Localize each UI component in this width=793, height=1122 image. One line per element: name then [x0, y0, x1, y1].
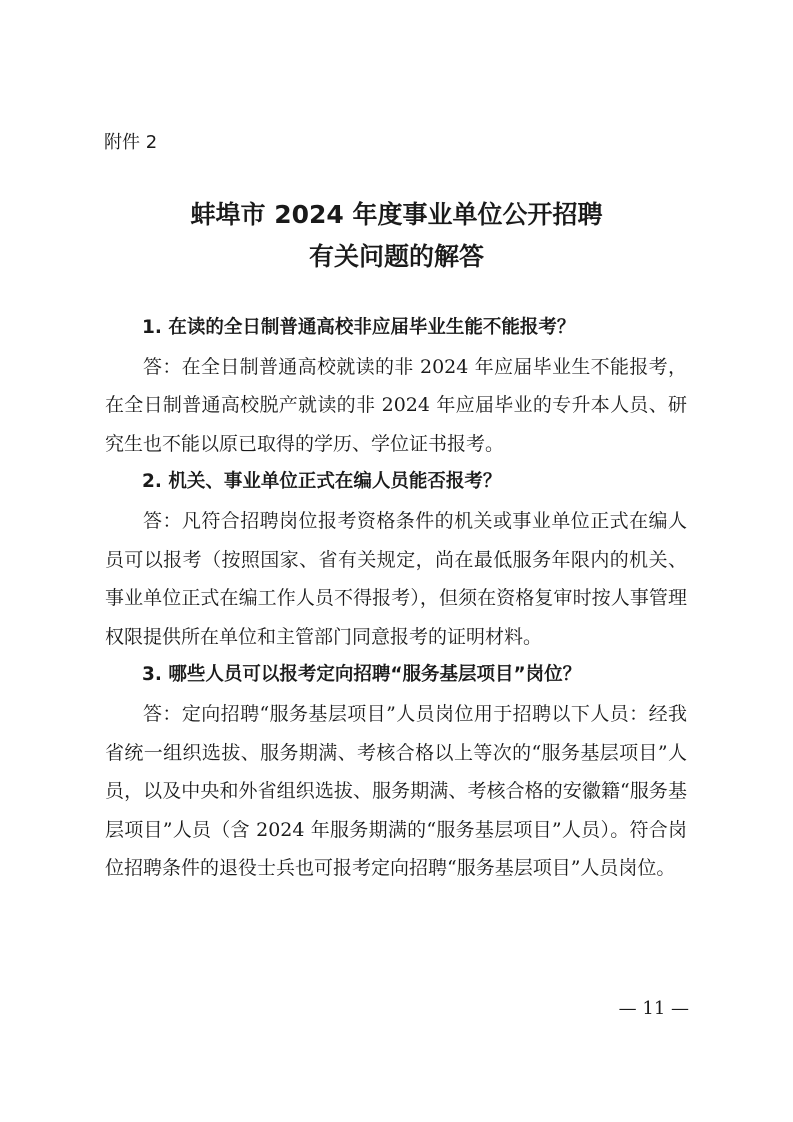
- answer-3: 答：定向招聘“服务基层项目”人员岗位用于招聘以下人员：经我省统一组织选拔、服务期满、考核合格以上等次的“服务基层项目”人员，以及中央和外省组织选拔、服务期满、考核合格的安徽籍“服务基层项目”人员（含 2024 年服务期满的“服务基层项目”人员）。符合岗位招聘条件的退役士兵也可报考定向招聘“服务基层项目”人员岗位。: [105, 702, 687, 880]
- answer-1: 答：在全日制普通高校就读的非 2024 年应届毕业生不能报考，在全日制普通高校脱产就读的非 2024 年应届毕业的专升本人员、研究生也不能以原已取得的学历、学位证书报考。: [105, 355, 687, 455]
- page-number: — 11 —: [618, 998, 689, 1019]
- question-3: 3. 哪些人员可以报考定向招聘“服务基层项目”岗位？: [142, 664, 582, 686]
- question-2: 2. 机关、事业单位正式在编人员能否报考？: [142, 471, 502, 493]
- attachment-label: 附件 2: [104, 132, 158, 153]
- question-1: 1. 在读的全日制普通高校非应届毕业生能不能报考？: [142, 317, 576, 338]
- qa-body: [105, 309, 687, 888]
- document-title-line-1: 蚌埠市 2024 年度事业单位公开招聘: [190, 200, 603, 229]
- answer-2: 答：凡符合招聘岗位报考资格条件的机关或事业单位正式在编人员可以报考（按照国家、省有关规定，尚在最低服务年限内的机关、事业单位正式在编工作人员不得报考），但须在资格复审时按人事管理权限提供所在单位和主管部门同意报考的证明材料。: [105, 509, 687, 648]
- document-title-line-2: 有关问题的解答: [308, 242, 484, 271]
